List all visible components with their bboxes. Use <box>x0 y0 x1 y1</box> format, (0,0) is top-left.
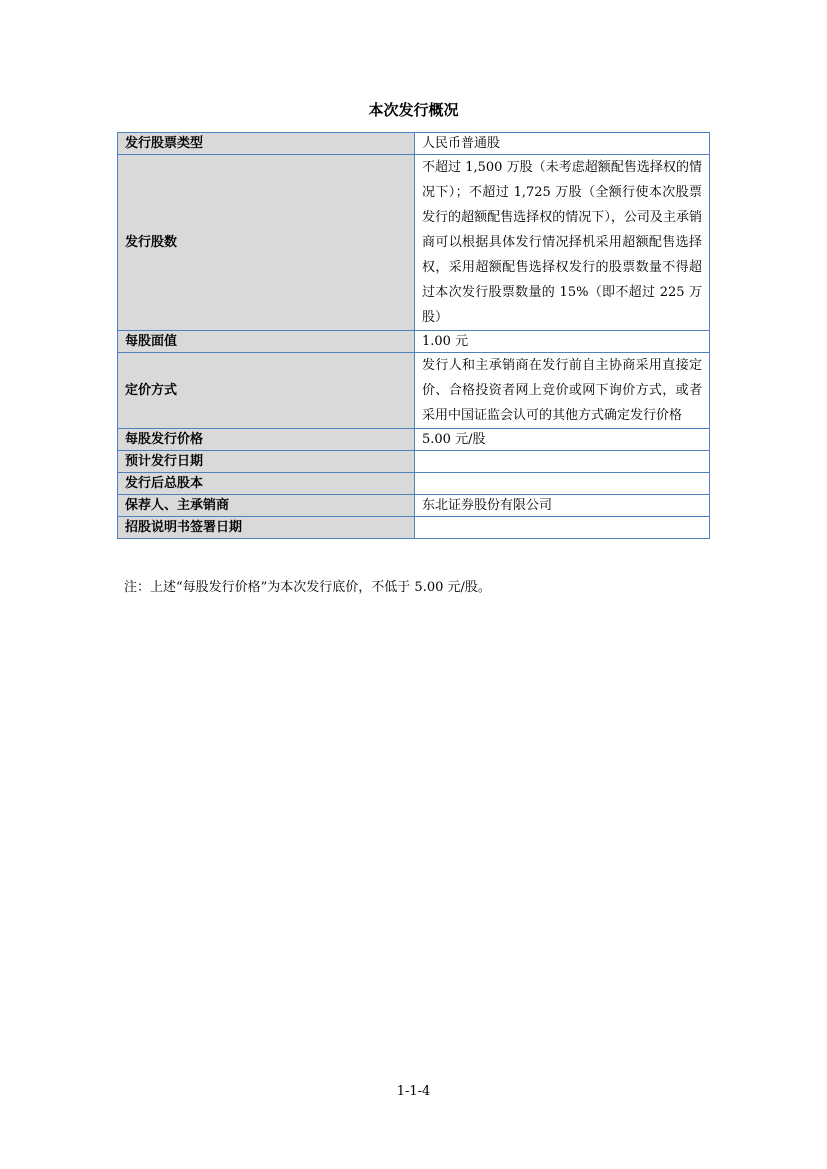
row-label: 招股说明书签署日期 <box>118 517 415 539</box>
row-label: 发行股数 <box>118 155 415 331</box>
table-footnote: 注：上述“每股发行价格”为本次发行底价，不低于 5.00 元/股。 <box>124 580 491 595</box>
row-value: 发行人和主承销商在发行前自主协商采用直接定价、合格投资者网上竞价或网下询价方式，或者采用中国证监会认可的其他方式确定发行价格 <box>415 353 710 429</box>
page-title: 本次发行概况 <box>368 101 459 119</box>
row-label: 每股发行价格 <box>118 429 415 451</box>
row-value <box>415 451 710 473</box>
page-number: 1-1-4 <box>396 1084 431 1099</box>
table-row <box>118 451 710 473</box>
row-value: 5.00 元/股 <box>415 429 710 451</box>
row-value: 人民币普通股 <box>415 133 710 155</box>
row-label: 定价方式 <box>118 353 415 429</box>
row-value <box>415 473 710 495</box>
row-value: 不超过 1,500 万股（未考虑超额配售选择权的情况下）；不超过 1,725 万股（全额行使本次股票发行的超额配售选择权的情况下），公司及主承销商可以根据具体发行情况择机采用超额配售选择权，采用超额配售选择权发行的股票数量不得超过本次发行股票数量的 15%（即不超过 225 万股） <box>415 155 710 331</box>
row-value <box>415 517 710 539</box>
table-row <box>118 429 710 451</box>
row-value: 1.00 元 <box>415 331 710 353</box>
row-label: 发行股票类型 <box>118 133 415 155</box>
row-label: 保荐人、主承销商 <box>118 495 415 517</box>
table-row <box>118 155 710 331</box>
row-label: 预计发行日期 <box>118 451 415 473</box>
table-row <box>118 495 710 517</box>
table-row <box>118 517 710 539</box>
table-row <box>118 331 710 353</box>
table-row <box>118 133 710 155</box>
issuance-overview-table <box>117 132 710 539</box>
row-label: 每股面值 <box>118 331 415 353</box>
table-row <box>118 353 710 429</box>
row-label: 发行后总股本 <box>118 473 415 495</box>
table-row <box>118 473 710 495</box>
row-value: 东北证券股份有限公司 <box>415 495 710 517</box>
